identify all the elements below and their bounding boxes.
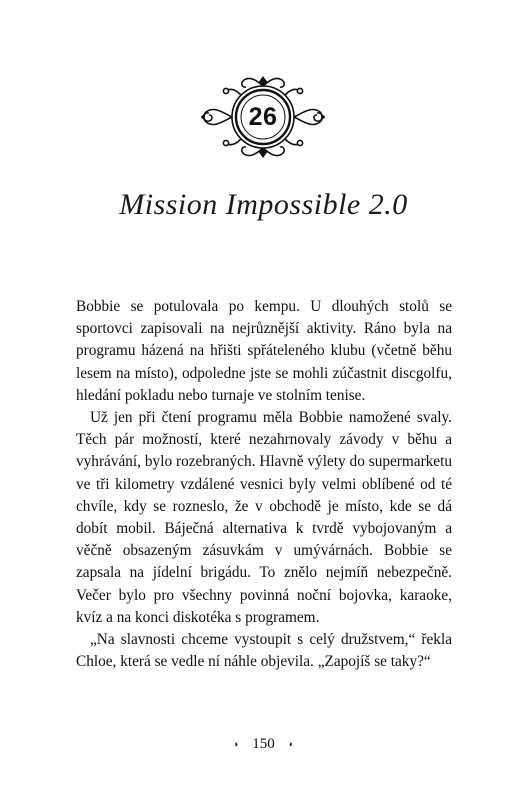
page-footer (0, 736, 527, 753)
chapter-body (76, 296, 452, 673)
paragraph: Už jen při čtení programu měla Bobbie namožené svaly. Těch pár možností, které nezahrnovaly závody v běhu a vyhrávání, bylo rozebraných. Hlavně výlety do supermarketu ve tři kilometry vzdálené vesnici byly velmi oblíbené od té chvíle, kdy se rozneslo, že v obchodě je místo, kde se dá dobít mobil. Báječná alternativa k tvrdě vybojovaným a věčně obsazeným zásuvkám v umývárnách. Bobbie se zapsala na jídelní brigádu. To znělo nejmíň nebezpečně. Večer bylo pro všechny povinná noční bojovka, karaoke, kvíz a na konci diskotéka s programem. (76, 409, 452, 626)
chapter-title: Mission Impossible 2.0 (119, 188, 408, 221)
half-circle-right-icon: ◐ (288, 738, 295, 749)
paragraph: „Na slavnosti chceme vystoupit s celý družstvem,“ řekla Chloe, která se vedle ní náhle objevila. „Zapojíš se taky?“ (76, 631, 452, 671)
chapter-number: 26 (248, 102, 278, 131)
half-circle-left-icon: ◑ (232, 738, 239, 749)
paragraph: Bobbie se potulovala po kempu. U dlouhých stolů se sportovci zapisovali na nejrůznější aktivity. Ráno byla na programu házená na hřišti spřáteleného klubu (včetně běhu lesem na místo), odpoledne jste se mohli zúčastnit discgolfu, hledání pokladu nebo turnaje ve stolním tenise. (76, 298, 452, 404)
page-number: 150 (252, 736, 275, 752)
